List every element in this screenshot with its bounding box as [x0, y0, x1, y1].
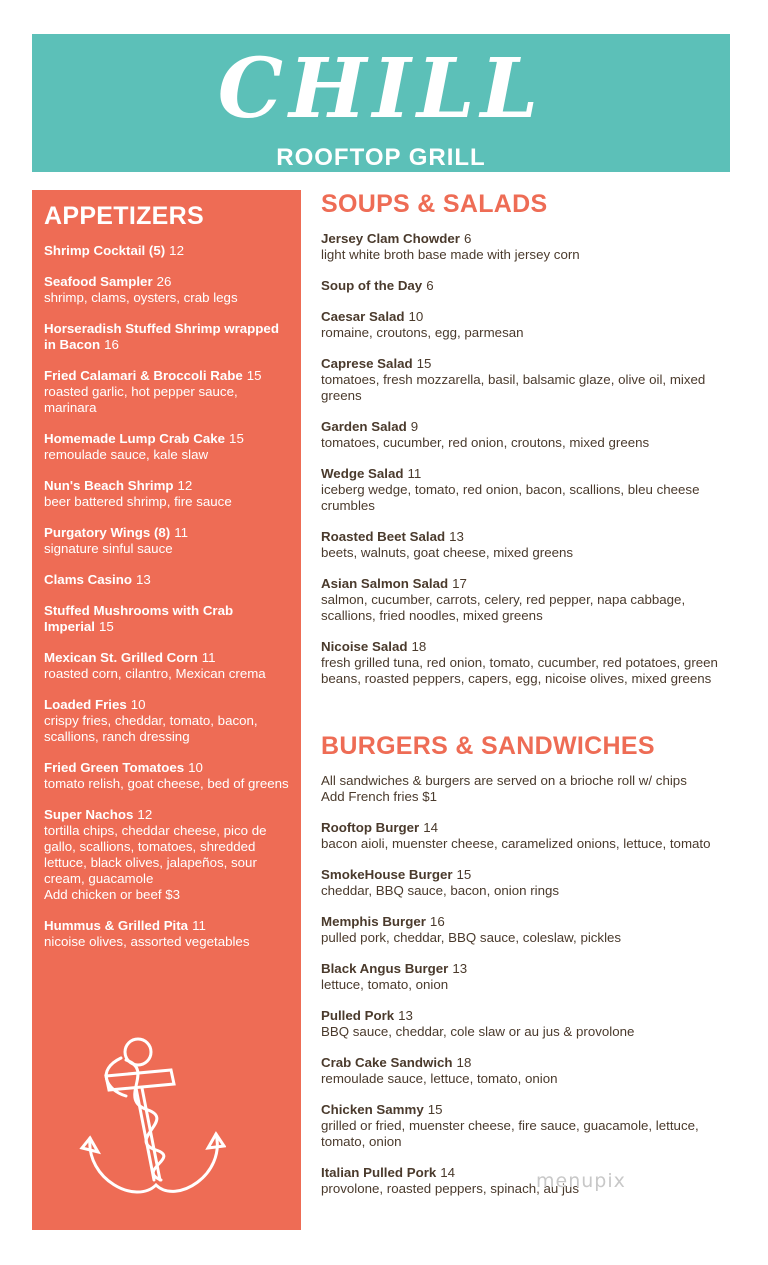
menu-item-name: Asian Salmon Salad: [321, 576, 449, 591]
menu-item-price: 18: [456, 1055, 472, 1070]
burgers-note-line-2: Add French fries $1: [321, 789, 438, 804]
appetizers-list: [44, 243, 289, 950]
menu-item: [44, 274, 289, 306]
menu-item: [321, 961, 741, 993]
menu-item-price: 13: [449, 529, 464, 544]
menu-item-description: roasted corn, cilantro, Mexican crema: [44, 666, 266, 681]
menu-item: [44, 243, 289, 259]
menu-item-description: beets, walnuts, goat cheese, mixed greens: [321, 545, 574, 560]
menu-item: [321, 466, 741, 514]
menu-item-name: Memphis Burger: [321, 914, 426, 929]
menu-item-description: BBQ sauce, cheddar, cole slaw or au jus & provolone: [321, 1024, 635, 1039]
menu-item: [44, 321, 289, 353]
menu-item-description: cheddar, BBQ sauce, bacon, onion rings: [321, 883, 560, 898]
menu-item-description: tomatoes, fresh mozzarella, basil, balsamic glaze, olive oil, mixed greens: [321, 372, 706, 403]
menu-item-description: roasted garlic, hot pepper sauce, marinara: [44, 384, 238, 415]
menu-item-description: grilled or fried, muenster cheese, fire sauce, guacamole, lettuce, tomato, onion: [321, 1118, 699, 1149]
menu-item-price: 13: [135, 572, 151, 587]
menu-item: [321, 867, 741, 899]
menu-item-description: tomatoes, cucumber, red onion, croutons, mixed greens: [321, 435, 650, 450]
menu-item-price: 15: [246, 368, 262, 383]
menu-item-price: 12: [177, 478, 193, 493]
menu-item-price: 13: [452, 961, 468, 976]
menu-item: [44, 807, 289, 903]
menu-item-price: 11: [201, 650, 216, 665]
menu-item: [44, 697, 289, 745]
menu-item: [321, 639, 741, 687]
menu-item-name: Stuffed Mushrooms with Crab Imperial: [44, 603, 234, 634]
menu-item-name: Rooftop Burger: [321, 820, 420, 835]
menu-item-description: fresh grilled tuna, red onion, tomato, cucumber, red potatoes, green beans, roasted peppers, capers, egg, nicoise olives, mixed greens: [321, 655, 718, 686]
menu-item-price: 10: [130, 697, 146, 712]
menu-item-description: crispy fries, cheddar, tomato, bacon, scallions, ranch dressing: [44, 713, 258, 744]
menu-item-name: Wedge Salad: [321, 466, 404, 481]
menu-item-description: romaine, croutons, egg, parmesan: [321, 325, 524, 340]
soups-list: [321, 231, 741, 687]
menu-item-extra: Add chicken or beef $3: [44, 887, 181, 902]
menu-item-price: 11: [407, 466, 422, 481]
anchor-icon: [76, 1030, 226, 1210]
menu-item-name: Chicken Sammy: [321, 1102, 424, 1117]
menu-item-name: SmokeHouse Burger: [321, 867, 453, 882]
appetizers-title: APPETIZERS: [44, 202, 204, 230]
menu-item-name: Caesar Salad: [321, 309, 405, 324]
menu-item: [44, 918, 289, 950]
menu-item-description: lettuce, tomato, onion: [321, 977, 449, 992]
logo-subtitle: ROOFTOP GRILL: [276, 144, 486, 171]
menu-item: [321, 820, 741, 852]
menu-item-name: Fried Calamari & Broccoli Rabe: [44, 368, 243, 383]
menu-item-price: 16: [429, 914, 445, 929]
menu-item-price: 9: [410, 419, 419, 434]
menu-item-description: tomato relish, goat cheese, bed of greens: [44, 776, 289, 791]
menu-item-description: light white broth base made with jersey corn: [321, 247, 580, 262]
burgers-title: BURGERS & SANDWICHES: [321, 732, 655, 760]
menu-item-name: Loaded Fries: [44, 697, 127, 712]
menu-item: [321, 231, 741, 263]
menu-item-name: Homemade Lump Crab Cake: [44, 431, 226, 446]
menu-item: [44, 760, 289, 792]
menu-item-description: remoulade sauce, lettuce, tomato, onion: [321, 1071, 558, 1086]
menu-item: [321, 1165, 741, 1197]
menu-item-price: 15: [99, 619, 114, 634]
menu-item: [321, 278, 741, 294]
menu-item-description: shrimp, clams, oysters, crab legs: [44, 290, 238, 305]
menu-item: [44, 650, 289, 682]
menu-item-price: 15: [456, 867, 472, 882]
menu-item: [44, 572, 289, 588]
menu-item-name: Clams Casino: [44, 572, 132, 587]
menu-item-price: 10: [188, 760, 203, 775]
menu-item-name: Fried Green Tomatoes: [44, 760, 185, 775]
menu-item-description: beer battered shrimp, fire sauce: [44, 494, 232, 509]
menu-item: [321, 1008, 741, 1040]
menu-item-name: Purgatory Wings (8): [44, 525, 171, 540]
menu-item-description: nicoise olives, assorted vegetables: [44, 934, 250, 949]
menu-item-price: 10: [408, 309, 424, 324]
menu-item-price: 18: [411, 639, 427, 654]
menu-item: [321, 529, 741, 561]
menu-header: [32, 34, 730, 172]
menu-item-name: Pulled Pork: [321, 1008, 395, 1023]
menu-item-name: Horseradish Stuffed Shrimp wrapped in Bacon: [44, 321, 279, 352]
menu-item-name: Nicoise Salad: [321, 639, 408, 654]
menu-item: [44, 525, 289, 557]
logo-title: CHILL: [217, 41, 545, 137]
menu-item-name: Black Angus Burger: [321, 961, 449, 976]
menu-item-name: Crab Cake Sandwich: [321, 1055, 453, 1070]
menu-item-description: bacon aioli, muenster cheese, caramelized onions, lettuce, tomato: [321, 836, 711, 851]
soups-salads-title: SOUPS & SALADS: [321, 190, 548, 218]
watermark-text: menupix: [536, 1170, 626, 1192]
menu-item-name: Garden Salad: [321, 419, 407, 434]
menu-item-description: salmon, cucumber, carrots, celery, red pepper, napa cabbage, scallions, fried noodles, mixed greens: [321, 592, 686, 623]
menu-item: [321, 356, 741, 404]
menu-item: [321, 1055, 741, 1087]
menu-item: [44, 478, 289, 510]
burgers-note: [321, 773, 741, 805]
right-column: [321, 190, 741, 1212]
menu-item-description: provolone, roasted peppers, spinach, au jus: [321, 1181, 579, 1196]
menu-item-price: 11: [192, 918, 206, 933]
menu-item-name: Jersey Clam Chowder: [321, 231, 460, 246]
menu-item-name: Seafood Sampler: [44, 274, 153, 289]
menu-item-price: 17: [452, 576, 467, 591]
menu-item-description: remoulade sauce, kale slaw: [44, 447, 209, 462]
menu-item-price: 12: [137, 807, 153, 822]
menu-item-description: pulled pork, cheddar, BBQ sauce, coleslaw, pickles: [321, 930, 622, 945]
menu-item-price: 13: [398, 1008, 413, 1023]
appetizers-panel: [32, 190, 301, 1230]
menu-item-price: 16: [104, 337, 119, 352]
menu-item: [44, 368, 289, 416]
menu-item: [321, 309, 741, 341]
menu-item: [321, 576, 741, 624]
menu-item-name: Super Nachos: [44, 807, 134, 822]
menu-item: [44, 603, 289, 635]
menu-item-price: 15: [229, 431, 244, 446]
menu-item-name: Roasted Beet Salad: [321, 529, 446, 544]
menu-item-name: Caprese Salad: [321, 356, 413, 371]
menu-item-price: 14: [423, 820, 439, 835]
menu-item-price: 26: [156, 274, 172, 289]
burgers-note-line-1: All sandwiches & burgers are served on a brioche roll w/ chips: [321, 773, 687, 788]
menu-item-price: 12: [169, 243, 184, 258]
menu-item-name: Shrimp Cocktail (5): [44, 243, 166, 258]
menu-item: [44, 431, 289, 463]
menu-item-name: Nun's Beach Shrimp: [44, 478, 174, 493]
burgers-list: [321, 820, 741, 1197]
menu-item: [321, 419, 741, 451]
menu-item-name: Soup of the Day: [321, 278, 423, 293]
menu-item-price: 6: [426, 278, 434, 293]
menu-item: [321, 1102, 741, 1150]
menu-item-name: Mexican St. Grilled Corn: [44, 650, 198, 665]
menu-item-name: Hummus & Grilled Pita: [44, 918, 189, 933]
menu-item: [321, 914, 741, 946]
menu-item-description: signature sinful sauce: [44, 541, 173, 556]
menu-item-price: 15: [416, 356, 432, 371]
menu-item-price: 15: [427, 1102, 443, 1117]
menu-item-price: 11: [174, 525, 189, 540]
menu-item-price: 6: [463, 231, 472, 246]
menu-item-description: iceberg wedge, tomato, red onion, bacon, scallions, bleu cheese crumbles: [321, 482, 700, 513]
menu-item-description: tortilla chips, cheddar cheese, pico de gallo, scallions, tomatoes, shredded lettuce, black olives, jalapeños, sour cream, guacamole: [44, 823, 267, 886]
menu-item-price: 14: [440, 1165, 456, 1180]
menu-item-name: Italian Pulled Pork: [321, 1165, 437, 1180]
